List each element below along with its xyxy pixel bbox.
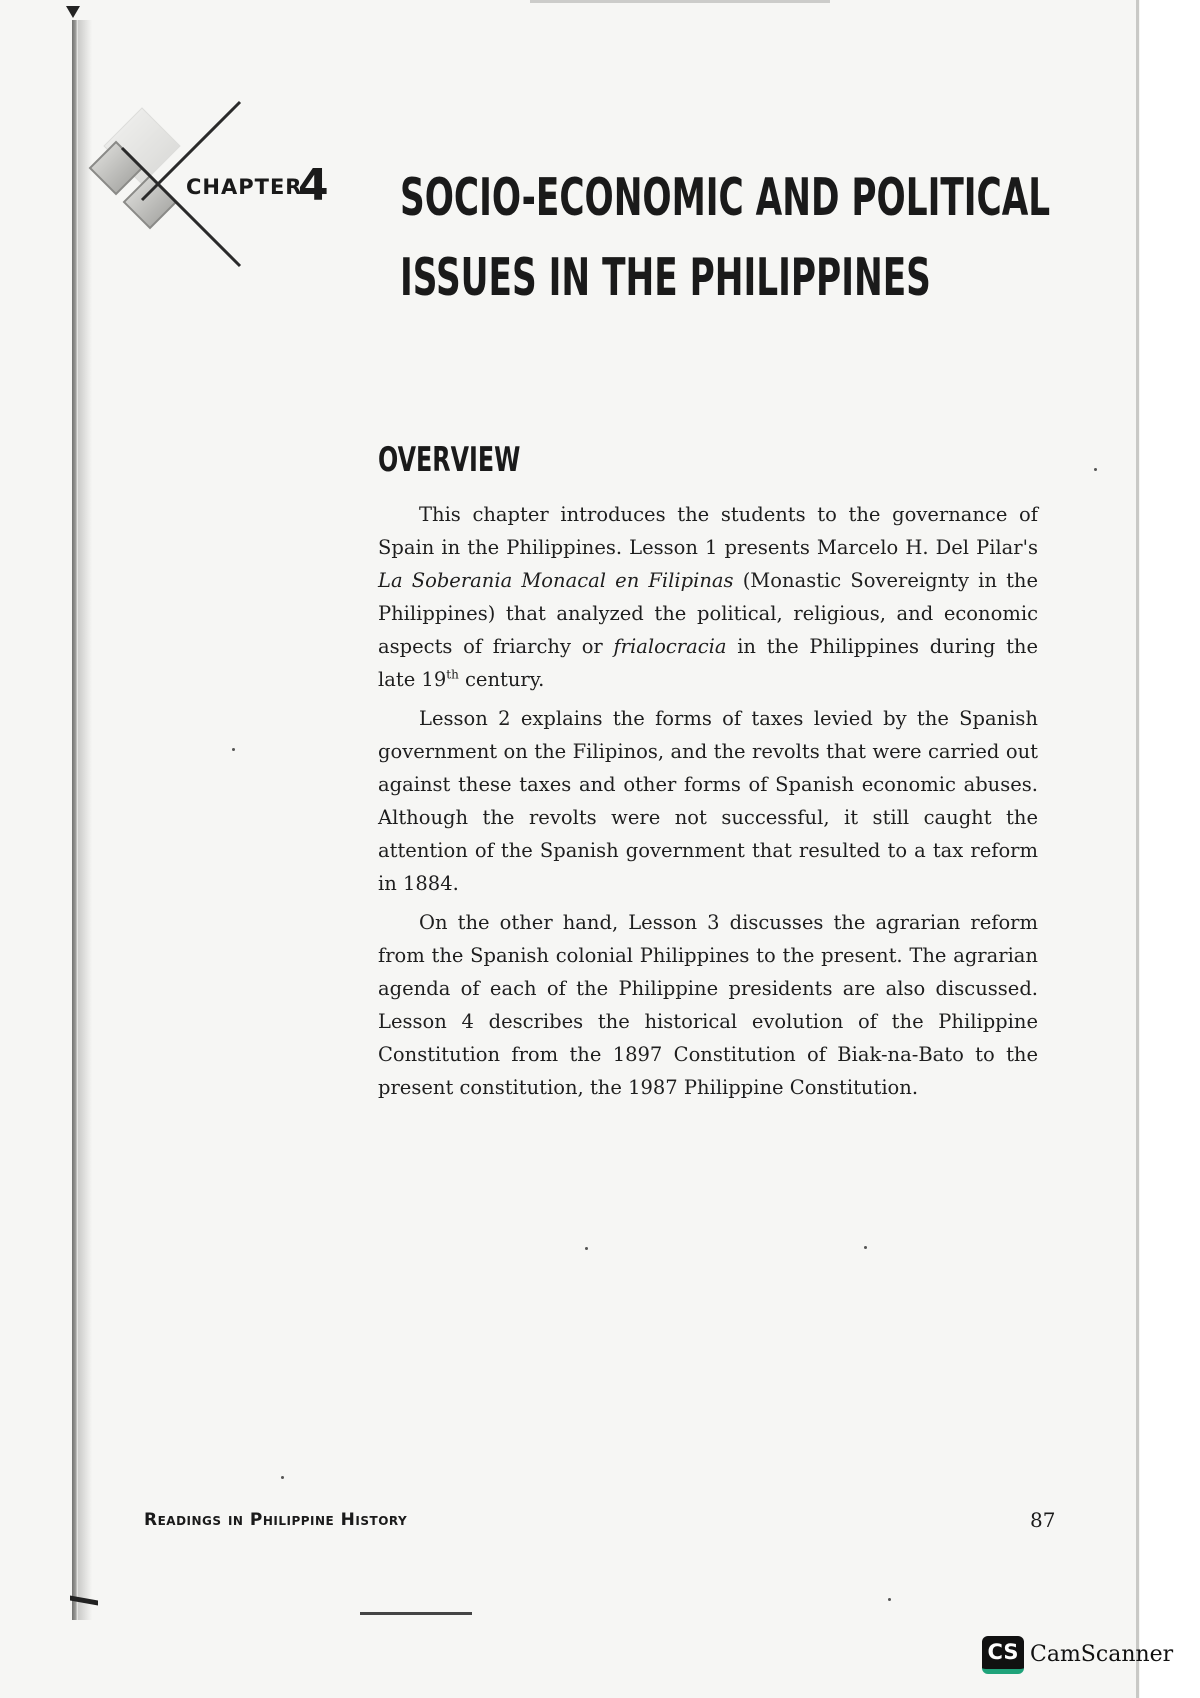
scan-speck [888, 1598, 891, 1601]
overview-paragraph-1 [378, 498, 1038, 696]
running-footer-title: Readings in Philippine History [144, 1510, 408, 1530]
paragraph-1-book-title: La Soberania Monacal en Filipinas [378, 569, 734, 592]
paragraph-1-text-g: century. [458, 668, 545, 691]
paragraph-1-term: frialocracia [613, 635, 727, 658]
chapter-title-line-1: SOCIO-ECONOMIC AND POLITICAL [400, 168, 1051, 228]
page-number: 87 [1030, 1508, 1056, 1532]
scan-speck [1094, 468, 1097, 471]
overview-paragraph-2: Lesson 2 explains the forms of taxes levied by the Spanish government on the Filipinos, and the revolts that were carried out against these taxes and other forms of Spanish economic abuses. Although the revolts were not successful, it still caught the attention of the Spanish government that resulted to a tax reform in 1884. [378, 707, 1038, 895]
paragraph-1-text-e: in the Philippines during the late 19 [378, 635, 1039, 691]
scan-speck [232, 748, 235, 751]
scan-top-edge [530, 0, 830, 3]
scan-speck [864, 1246, 867, 1249]
page-right-edge [1136, 0, 1139, 1698]
overview-heading: OVERVIEW [378, 440, 521, 480]
scan-speck [585, 1247, 588, 1250]
overview-paragraph-3: On the other hand, Lesson 3 discusses the agrarian reform from the Spanish colonial Philippines to the present. The agrarian agenda of each of the Philippine presidents are also discussed. Lesson 4 describes the historical evolution of the Philippine Constitution from the 1897 Constitution of Biak-na-Bato to the present constitution, the 1987 Philippine Constitution. [378, 911, 1038, 1099]
camscanner-watermark: CamScanner [1030, 1642, 1174, 1667]
paragraph-1-text-a: This chapter introduces the students to the governance of Spain in the Philippines. Lesson 1 presents Marcelo H. Del Pilar's [378, 503, 1038, 559]
chapter-title [400, 158, 1051, 318]
chapter-label: CHAPTER [186, 175, 303, 199]
scan-speck [281, 1476, 284, 1479]
camscanner-logo-icon: CS [982, 1636, 1024, 1674]
chapter-title-line-2: ISSUES IN THE PHILIPPINES [400, 248, 931, 308]
scan-bottom-line [360, 1612, 472, 1615]
overview-body [378, 498, 1038, 1110]
paragraph-1-text-c: (Monastic Sovereignty in the Philippines) that analyzed the political, religious, and economic aspects of friarchy or [378, 569, 1038, 658]
paragraph-1-ordinal: th [446, 667, 459, 682]
chapter-number: 4 [298, 160, 329, 211]
scan-corner-mark [66, 6, 80, 18]
